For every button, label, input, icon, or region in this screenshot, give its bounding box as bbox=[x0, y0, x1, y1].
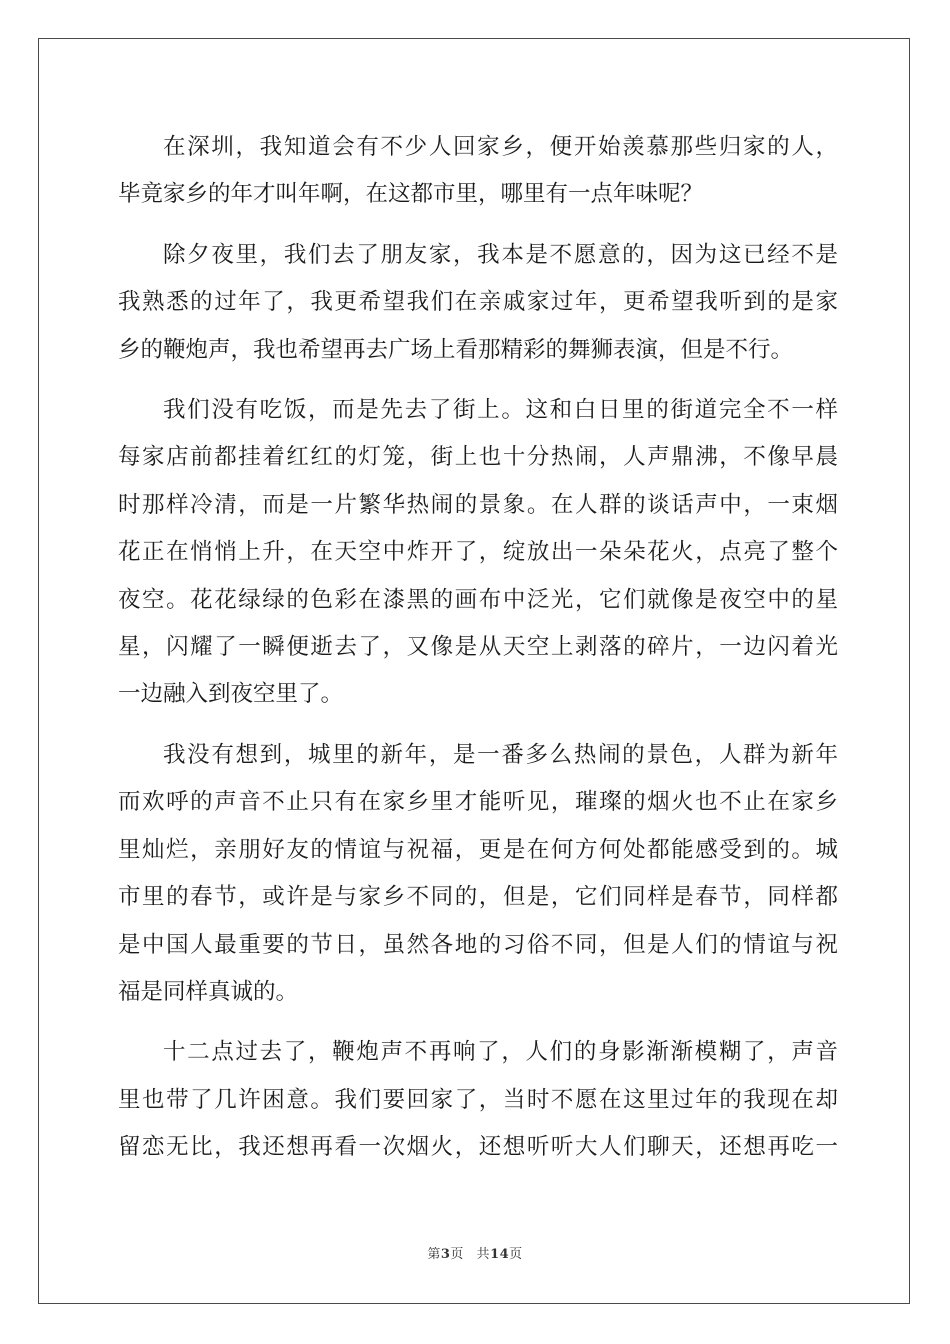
text-line: 留恋无比，我还想再看一次烟火，还想听听大人们聊天，还想再吃一 bbox=[118, 1134, 838, 1161]
total-count: 14 bbox=[490, 1247, 510, 1262]
text-line: 市里的春节，或许是与家乡不同的，但是，它们同样是春节，同样都 bbox=[118, 884, 838, 911]
text-line: 而欢呼的声音不止只有在家乡里才能听见，璀璨的烟火也不止在家乡 bbox=[118, 789, 838, 816]
text-line: 乡的鞭炮声，我也希望再去广场上看那精彩的舞狮表演，但是不行。 bbox=[118, 336, 794, 363]
text-line: 时那样冷清，而是一片繁华热闹的景象。在人群的谈话声中，一束烟 bbox=[118, 491, 838, 518]
text-line: 我熟悉的过年了，我更希望我们在亲戚家过年，更希望我听到的是家 bbox=[118, 289, 838, 316]
paragraph bbox=[118, 124, 838, 219]
text-line: 星，闪耀了一瞬便逝去了，又像是从天空上剥落的碎片，一边闪着光 bbox=[118, 634, 838, 661]
total-pages bbox=[477, 1247, 523, 1262]
text-line: 里灿烂，亲朋好友的情谊与祝福，更是在何方何处都能感受到的。城 bbox=[118, 836, 838, 863]
text-line: 十二点过去了，鞭炮声不再响了，人们的身影渐渐模糊了，声音 bbox=[163, 1039, 838, 1066]
page-footer bbox=[0, 1243, 950, 1262]
document-body bbox=[118, 124, 838, 1172]
paragraph bbox=[118, 732, 838, 1016]
text-line: 除夕夜里，我们去了朋友家，我本是不愿意的，因为这已经不是 bbox=[163, 241, 838, 268]
text-line: 福是同样真诚的。 bbox=[118, 978, 299, 1005]
text-line: 里也带了几许困意。我们要回家了，当时不愿在这里过年的我现在却 bbox=[118, 1086, 838, 1113]
paragraph bbox=[118, 387, 838, 719]
page-unit: 页 bbox=[450, 1247, 464, 1262]
text-line: 夜空。花花绿绿的色彩在漆黑的画布中泛光，它们就像是夜空中的星 bbox=[118, 586, 838, 613]
text-line: 我没有想到，城里的新年，是一番多么热闹的景色，人群为新年 bbox=[163, 741, 838, 768]
text-line: 一边融入到夜空里了。 bbox=[118, 681, 344, 708]
text-line: 花正在悄悄上升，在天空中炸开了，绽放出一朵朵花火，点亮了整个 bbox=[118, 539, 838, 566]
total-unit: 页 bbox=[509, 1247, 523, 1262]
page-number bbox=[427, 1247, 464, 1262]
paragraph bbox=[118, 232, 838, 374]
page-prefix: 第 bbox=[427, 1247, 441, 1262]
text-line: 毕竟家乡的年才叫年啊，在这都市里，哪里有一点年味呢？ bbox=[118, 181, 704, 208]
total-prefix: 共 bbox=[476, 1247, 491, 1262]
paragraph bbox=[118, 1029, 838, 1171]
text-line: 在深圳，我知道会有不少人回家乡，便开始羡慕那些归家的人， bbox=[163, 134, 838, 160]
current-page: 3 bbox=[440, 1247, 451, 1262]
text-line: 我们没有吃饭，而是先去了街上。这和白日里的街道完全不一样 bbox=[163, 397, 838, 424]
text-line: 每家店前都挂着红红的灯笼，街上也十分热闹，人声鼎沸，不像早晨 bbox=[118, 444, 838, 471]
text-line: 是中国人最重要的节日，虽然各地的习俗不同，但是人们的情谊与祝 bbox=[118, 931, 838, 958]
